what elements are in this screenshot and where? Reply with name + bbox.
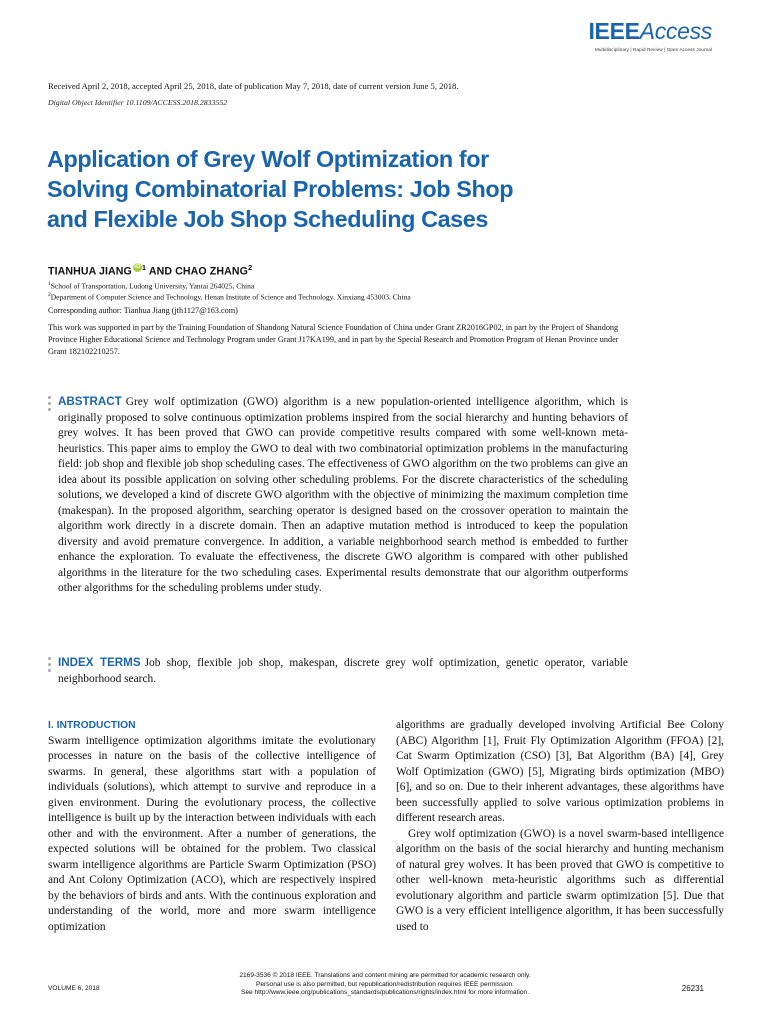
right-column bbox=[396, 718, 724, 935]
abstract bbox=[58, 394, 628, 597]
index-terms-heading: INDEX TERMS bbox=[58, 656, 141, 669]
received-dates: Received April 2, 2018, accepted April 25, 2018, date of publication May 7, 2018, date of current version June 5, 2018. bbox=[48, 81, 459, 91]
body-paragraph: Swarm intelligence optimization algorithms imitate the evolutionary processes in nature on the basis of the collective intelligence of swarms. In general, these algorithms start with a population of individuals (solutions), which attempt to survive and reproduce in a given environment. During the evolutionary process, the collective intelligence is built up by the interaction between individuals with each other and with the environment. After a number of generations, the expected solutions will be obtained for the problem. Two classical swarm intelligence algorithms are Particle Swarm Optimization (PSO) and Ant Colony Optimization (ACO), which are respectively inspired by the behaviors of birds and ants. With the continuous exploration and understanding of the world, more and more swarm intelligence optimization bbox=[48, 734, 376, 933]
abstract-marker bbox=[48, 396, 51, 414]
corresponding-author: Corresponding author: Tianhua Jiang (jth1127@163.com) bbox=[48, 306, 238, 315]
author-name: TIANHUA JIANG bbox=[48, 265, 132, 278]
paper-title bbox=[47, 144, 647, 234]
affiliation-text: Department of Computer Science and Technology, Henan Institute of Science and Technology, Xinxiang 453003, China bbox=[50, 292, 411, 302]
author-list bbox=[48, 263, 252, 278]
index-terms-marker bbox=[48, 657, 51, 675]
copyright-line: See http://www.ieee.org/publications_standards/publications/rights/index.html for more information. bbox=[240, 989, 530, 996]
page-number: 26231 bbox=[681, 984, 704, 993]
affiliation bbox=[48, 290, 411, 303]
brand-bold: IEEE bbox=[588, 18, 640, 44]
left-column bbox=[48, 718, 376, 935]
affiliation-mark: 2 bbox=[48, 292, 51, 298]
abstract-heading: ABSTRACT bbox=[58, 395, 122, 408]
journal-logo bbox=[588, 18, 712, 52]
journal-tagline: Multidisciplinary | Rapid Review | Open Access Journal bbox=[594, 47, 712, 52]
journal-brand bbox=[588, 18, 712, 44]
abstract-text: Grey wolf optimization (GWO) algorithm is a new population-oriented intelligence algorithm, which is originally proposed to solve continuous optimization problems inspired from the social hierarchy and hunting behaviors of grey wolves. It has been proved that GWO can provide competitive results compared with some well-known meta-heuristics. This paper aims to employ the GWO to deal with two combinatorial optimization problems in the manufacturing field: job shop and flexible job shop scheduling cases. The effectiveness of GWO algorithm on the two problems can give an idea about its possible application on solving other scheduling problems. For the discrete characteristics of the scheduling solutions, we developed a kind of discrete GWO algorithm with the objective of minimizing the maximum completion time (makespan). In the proposed algorithm, searching operator is designed based on the crossover operation to maintain the algorithm work directly in a discrete domain. Then an adaptive mutation method is introduced to keep the population diversity and avoid premature convergence. In addition, a variable neighborhood search method is embedded to further enhance the exploration. To evaluate the effectiveness, the discrete GWO algorithm is compared with other published algorithms in the literature for the two scheduling cases. Experimental results demonstrate that our algorithm outperforms other algorithms for the scheduling problems under study. bbox=[58, 396, 628, 594]
author-name: CHAO ZHANG bbox=[175, 265, 248, 278]
funding-statement: This work was supported in part by the Training Foundation of Shandong Natural Science Foundation of China under Grant ZR2016GP02, in part by the Project of Shandong Province Higher Educational Science and Technology Program under Grant J17KA199, and in part by the Special Research and Promotion Program of Henan Province under Grant 182102210257. bbox=[48, 323, 619, 356]
title-line: and Flexible Job Shop Scheduling Cases bbox=[47, 206, 489, 232]
copyright-line: 2169-3536 © 2018 IEEE. Translations and content mining are permitted for academic research only. bbox=[239, 972, 531, 979]
title-line: Application of Grey Wolf Optimization for bbox=[47, 146, 489, 172]
footer-volume: VOLUME 6, 2018 bbox=[48, 985, 100, 992]
author-affiliation-mark: 1 bbox=[141, 263, 147, 272]
orcid-icon[interactable]: iD bbox=[134, 264, 141, 270]
index-terms-text: Job shop, flexible job shop, makespan, discrete grey wolf optimization, genetic operator, variable neighborhood search. bbox=[58, 657, 628, 685]
body-paragraph: algorithms are gradually developed involving Artificial Bee Colony (ABC) Algorithm [1], Fruit Fly Optimization Algorithm (FFOA) [2], Cat Swarm Optimization (CSO) [3], Bat Algorithm (BA) [4], Grey Wolf Optimization (GWO) [5], Migrating birds optimization (MBO) [6], and so on. Due to their inherent advantages, these algorithms have been successfully applied to solve various optimization problems in different research areas. bbox=[396, 719, 724, 824]
title-line: Solving Combinatorial Problems: Job Shop bbox=[47, 176, 514, 202]
index-terms bbox=[58, 655, 628, 687]
brand-italic: Access bbox=[639, 18, 712, 44]
doi-line: Digital Object Identifier 10.1109/ACCESS.2018.2833552 bbox=[48, 98, 228, 107]
copyright-line: Personal use is also permitted, but republication/redistribution requires IEEE permission. bbox=[255, 980, 515, 988]
affiliation-text: School of Transportation, Ludong University, Yantai 264025, China bbox=[50, 281, 255, 291]
section-heading: I. INTRODUCTION bbox=[48, 720, 136, 731]
affiliation-mark: 1 bbox=[48, 281, 51, 287]
author-conjunction: AND bbox=[148, 265, 173, 278]
body-paragraph: Grey wolf optimization (GWO) is a novel swarm-based intelligence algorithm on the basis of the social hierarchy and hunting mechanism of natural grey wolves. It has been proved that GWO is competitive to other well-known meta-heuristic algorithms such as differential evolutionary algorithm and particle swarm optimization [5]. Due that GWO is a very efficient intelligence algorithm, it has been successfully used to bbox=[396, 827, 724, 933]
author-affiliation-mark: 2 bbox=[247, 263, 253, 272]
footer-copyright bbox=[180, 972, 590, 998]
